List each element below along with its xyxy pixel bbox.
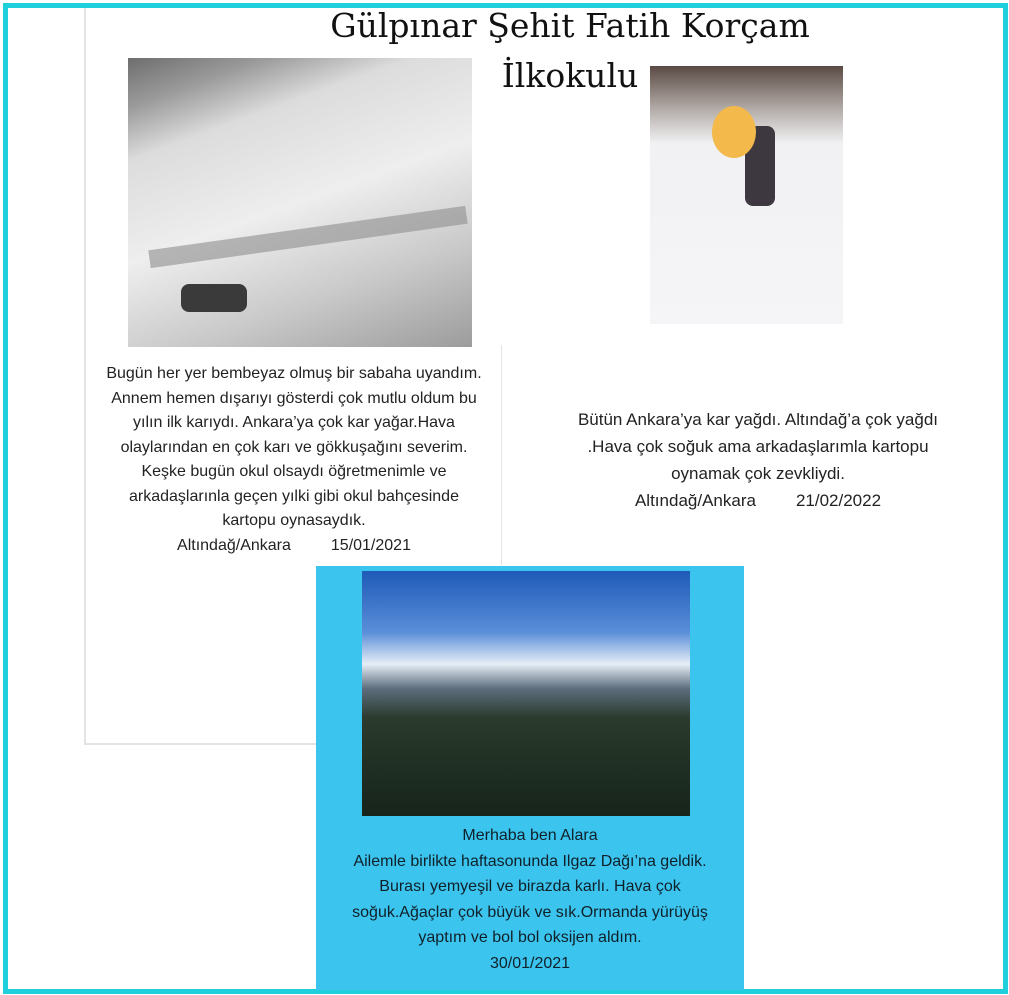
post-3-text [316, 823, 744, 976]
text-line: Bütün Ankara’ya kar yağdı. Altındağ’a çok yağdı [577, 410, 939, 429]
text-line: Bugün her yer bembeyaz olmuş bir sabaha uyandım. [106, 365, 482, 382]
text-line: olaylarından en çok karı ve gökkuşağını severim. [120, 438, 468, 456]
post-2-signature [540, 487, 976, 514]
text-line: kartopu oynasaydık. [222, 512, 366, 529]
text-line: yaptım ve bol bol oksijen aldım. [418, 929, 642, 946]
text-line: arkadaşlarınla geçen yılki gibi okul bahçesinde [129, 487, 459, 505]
kid-snowball-photo [650, 66, 843, 324]
text-line: .Hava çok soğuk ama arkadaşlarımla kartopu [587, 437, 929, 456]
text-line: soğuk.Ağaçlar çok büyük ve sık.Ormanda yürüyüş [352, 903, 708, 921]
post-1-signature [86, 534, 502, 559]
school-title: Gülpınar Şehit Fatih Korçam [330, 6, 810, 45]
post-1-text [86, 362, 502, 558]
emoji-face-icon [712, 106, 756, 158]
location: Altındağ/Ankara [177, 536, 291, 554]
text-line: Merhaba ben Alara [462, 827, 598, 844]
date: 21/02/2022 [795, 491, 882, 510]
text-line: Keşke bugün okul olsaydı öğretmenimle ve [141, 463, 447, 480]
text-line: Burası yemyeşil ve birazda karlı. Hava çok [379, 878, 681, 895]
text-line: Annem hemen dışarıyı gösterdi çok mutlu oldum bu [111, 389, 477, 407]
text-line: oynamak çok zevkliydi. [671, 464, 845, 483]
post-2-text [540, 406, 976, 514]
text-line: yılın ilk karıydı. Ankara’ya çok kar yağar.Hava [133, 414, 455, 431]
text-line: Ailemle birlikte haftasonunda Ilgaz Dağı’na geldik. [353, 852, 707, 870]
school-title-line2: İlkokulu [501, 56, 639, 95]
date: 30/01/2021 [489, 954, 571, 972]
date: 15/01/2021 [330, 536, 411, 554]
ilgaz-mountain-photo [362, 571, 690, 816]
snowy-street-photo [128, 58, 472, 347]
location: Altındağ/Ankara [634, 491, 756, 510]
